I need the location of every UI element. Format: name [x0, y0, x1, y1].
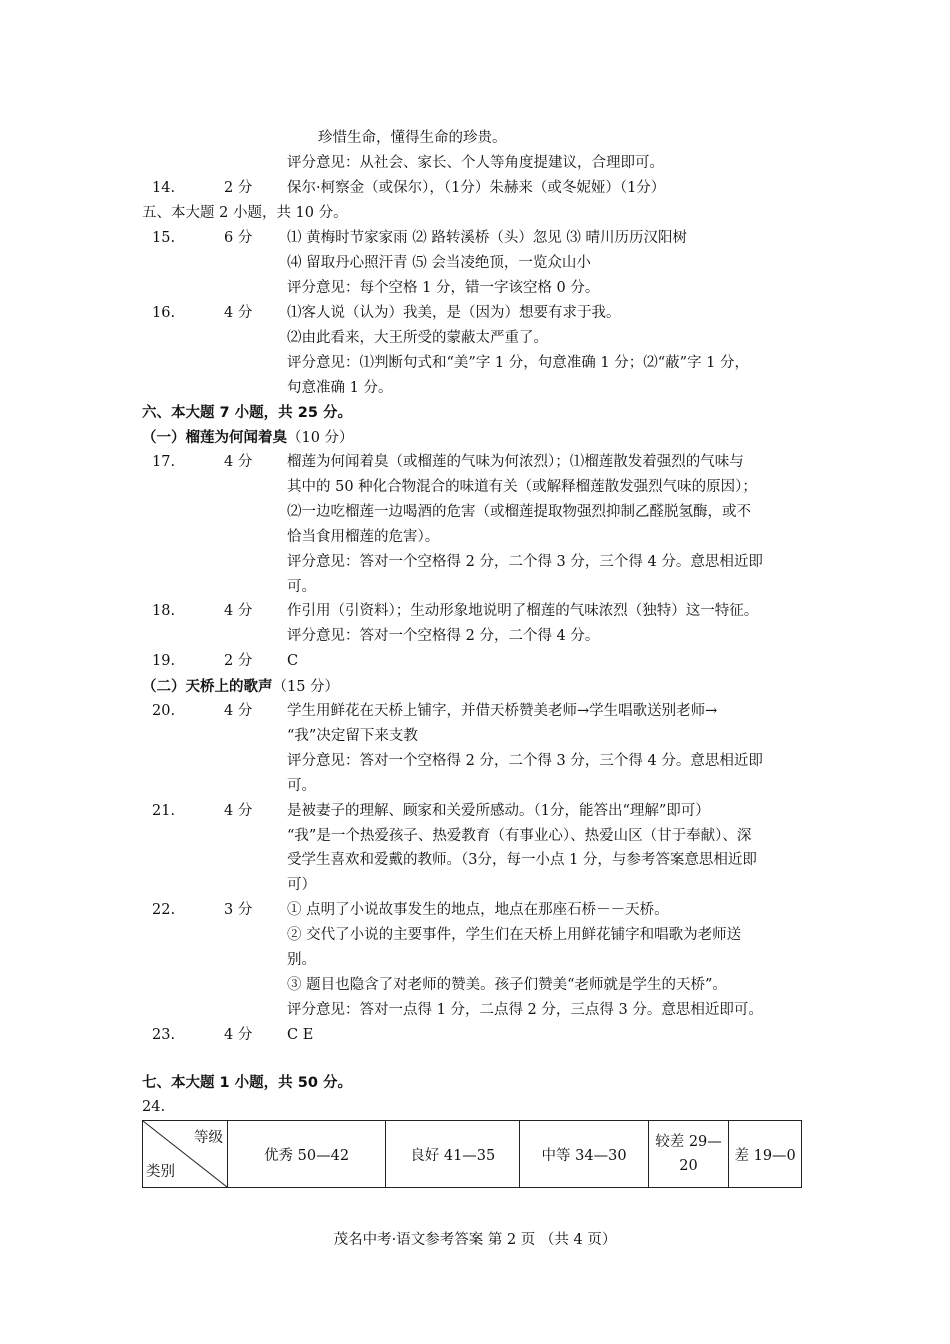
scoring-note: 句意准确 1 分。	[287, 380, 393, 396]
answer-text: ⑴ 黄梅时节家家雨 ⑵ 路转溪桥（头）忽见 ⑶ 晴川历历汉阳树	[287, 230, 688, 246]
answer-text: 学生用鲜花在天桥上铺字，并借天桥赞美老师→学生唱歌送别老师→	[287, 703, 718, 719]
question-score: 2 分	[224, 180, 253, 196]
grade-table-corner	[143, 1121, 228, 1188]
answer-text: 可。	[287, 578, 316, 595]
answer-text: ① 点明了小说故事发生的地点，地点在那座石桥－－天桥。	[287, 902, 669, 919]
grade-cell: 优秀 50—42	[228, 1121, 386, 1188]
question-number: 19.	[152, 653, 176, 670]
answer-text: 评分意见：答对一个空格得 2 分，二个得 4 分。	[287, 628, 600, 645]
answer-text: ② 交代了小说的主要事件，学生们在天桥上用鲜花铺字和唱歌为老师送	[287, 927, 742, 944]
section-heading-5: 五、本大题 2 小题，共 10 分。	[142, 205, 348, 221]
grade-cell-line: 较差 29—	[655, 1134, 722, 1150]
answer-text: ⑵一边吃榴莲一边喝酒的危害（或榴莲提取物强烈抑制乙醛脱氢酶，或不	[287, 503, 751, 520]
answer-text: C	[287, 653, 299, 670]
question-number: 21.	[152, 802, 176, 819]
question-number-24: 24.	[142, 1099, 166, 1115]
question-number: 14.	[152, 180, 176, 196]
part-title-1	[142, 428, 354, 448]
answer-text: 是被妻子的理解、顾家和关爱所感动。（1分，能答出“理解”即可）	[287, 802, 710, 819]
corner-header-grade: 等级	[194, 1130, 223, 1146]
grade-cell	[648, 1121, 729, 1188]
scoring-note: 评分意见：从社会、家长、个人等角度提建议，合理即可。	[287, 155, 664, 171]
grade-cell: 差 19—0	[729, 1121, 802, 1188]
question-number: 16.	[152, 305, 176, 321]
question-score: 4 分	[224, 603, 253, 620]
answer-line: 珍惜生命，懂得生命的珍贵。	[318, 130, 507, 146]
answer-text: 保尔·柯察金（或保尔），（1分）朱赫来（或冬妮娅）（1分）	[287, 180, 666, 196]
answer-text: 榴莲为何闻着臭（或榴莲的气味为何浓烈）；⑴榴莲散发着强烈的气味与	[287, 454, 744, 470]
question-number: 22.	[152, 902, 176, 919]
answer-text: “我”决定留下来支教	[287, 727, 418, 744]
answer-text: 其中的 50 种化合物混合的味道有关（或解释榴莲散发强烈气味的原因）；	[287, 478, 757, 495]
question-number: 18.	[152, 603, 176, 620]
part-title-text: （二）天桥上的歌声	[142, 679, 273, 695]
question-score: 6 分	[224, 230, 253, 246]
answer-text: 可）	[287, 877, 316, 894]
question-score: 3 分	[224, 902, 253, 919]
question-score: 2 分	[224, 653, 253, 670]
question-score: 4 分	[224, 305, 253, 321]
answer-text: 评分意见：答对一个空格得 2 分，二个得 3 分，三个得 4 分。意思相近即	[287, 553, 763, 570]
grade-cell-line: 20	[679, 1158, 698, 1174]
question-score: 4 分	[224, 454, 253, 470]
part-score: （10 分）	[287, 430, 354, 446]
answer-text: 受学生喜欢和爱戴的教师。（3分，每一小点 1 分，与参考答案意思相近即	[287, 852, 757, 869]
answer-text: ⑴客人说（认为）我美，是（因为）想要有求于我。	[287, 305, 621, 321]
answer-text: 评分意见：答对一点得 1 分，二点得 2 分，三点得 3 分。意思相近即可。	[287, 1001, 763, 1018]
part-title-2	[142, 677, 339, 697]
answer-text: 可。	[287, 777, 316, 794]
answer-line: ⑵由此看来，大王所受的蒙蔽太严重了。	[287, 330, 548, 346]
section-heading-7: 七、本大题 1 小题，共 50 分。	[142, 1075, 352, 1091]
corner-header-category: 类别	[146, 1164, 175, 1180]
question-score: 4 分	[224, 703, 253, 719]
answer-text: ③ 题目也隐含了对老师的赞美。孩子们赞美“老师就是学生的天桥”。	[287, 976, 727, 993]
answer-text: 作引用（引资料）；生动形象地说明了榴莲的气味浓烈（独特）这一特征。	[287, 603, 759, 620]
part-title-text: （一）榴莲为何闻着臭	[142, 430, 287, 446]
page-footer: 茂名中考·语文参考答案 第 2 页 （共 4 页）	[333, 1232, 617, 1248]
answer-text: 恰当食用榴莲的危害）。	[287, 528, 440, 545]
question-number: 17.	[152, 454, 176, 470]
answer-line: ⑷ 留取丹心照汗青 ⑸ 会当凌绝顶，一览众山小	[287, 255, 591, 271]
scoring-note: 评分意见：每个空格 1 分，错一字该空格 0 分。	[287, 280, 600, 296]
answer-text: 别。	[287, 952, 316, 968]
answer-text: 评分意见：答对一个空格得 2 分，二个得 3 分，三个得 4 分。意思相近即	[287, 752, 763, 769]
scoring-note: 评分意见：⑴判断句式和“美”字 1 分，句意准确 1 分；⑵“蔽”字 1 分，	[287, 355, 749, 371]
part-score: （15 分）	[272, 679, 340, 695]
question-number: 20.	[152, 703, 176, 719]
grade-cell: 中等 34—30	[520, 1121, 648, 1188]
question-score: 4 分	[224, 1026, 253, 1043]
answer-text: “我”是一个热爱孩子、热爱教育（有事业心）、热爱山区（甘于奉献）、深	[287, 827, 752, 844]
grade-table	[142, 1120, 802, 1188]
grade-cell: 良好 41—35	[386, 1121, 520, 1188]
section-heading-6: 六、本大题 7 小题，共 25 分。	[142, 405, 352, 421]
question-number: 23.	[152, 1026, 176, 1043]
answer-text: C E	[287, 1026, 314, 1043]
question-score: 4 分	[224, 802, 253, 819]
question-number: 15.	[152, 230, 176, 246]
